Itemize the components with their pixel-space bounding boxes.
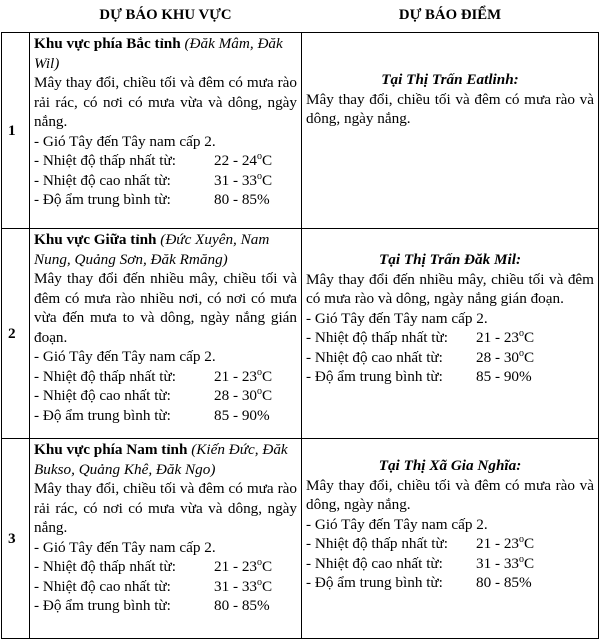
point-forecast-cell [302,439,599,639]
min-temp-value: 22 - 24$^o$C [214,150,273,169]
point-description: Mây thay đổi đến nhiều mây, chiều tối và đêm có mưa rào và dông, ngày nắng gián đoạn. [306,270,594,307]
table-row [2,229,599,439]
humidity-label: - Độ ẩm trung bình từ: [34,597,171,614]
max-temp-line [34,171,297,191]
point-min-temp-value: 21 - 23$^o$C [476,533,535,552]
max-temp-line [34,386,297,406]
row-number: 3 [2,439,30,639]
point-max-temp-label: - Nhiệt độ cao nhất từ: [306,348,443,366]
header-region-forecast: DỰ BÁO KHU VỰC [99,7,232,24]
region-subareas: (Kiến Đức, Đăk Bukso, Quảng Khê, Đăk Ngo) [34,441,288,478]
point-max-temp-line [306,348,594,368]
min-temp-line [34,151,297,171]
min-temp-line [34,557,297,577]
wind-line: - Gió Tây đến Tây nam cấp 2. [34,348,216,365]
point-location-name: Tại Thị Trấn Eatlinh: [381,71,519,88]
row-number: 1 [2,33,30,229]
row-number: 2 [2,229,30,439]
humidity-line [34,406,297,426]
point-humidity-value: 85 - 90% [476,368,532,385]
point-humidity-value: 80 - 85% [476,574,532,591]
humidity-line [34,190,297,210]
point-forecast-cell [302,229,599,439]
point-humidity-label: - Độ ẩm trung bình từ: [306,368,443,385]
point-description: Mây thay đổi, chiều tối và đêm có mưa rào và dông, ngày nắng. [306,90,594,127]
region-title: Khu vực phía Bắc tỉnh [34,35,181,52]
region-description: Mây thay đổi, chiều tối và đêm có mưa rào rải rác, có nơi có mưa vừa và dông, ngày nắng. [34,480,297,536]
table-header-row [2,0,599,33]
min-temp-label: - Nhiệt độ thấp nhất từ: [34,152,176,169]
point-location-name: Tại Thị Trấn Đăk Mil: [378,251,522,268]
region-description: Mây thay đổi đến nhiều mây, chiều tối và đêm có mưa rào nhiều nơi, có nơi có mưa vừa đến mưa to và dông, ngày nắng gián đoạn. [34,270,297,346]
table-row [2,439,599,639]
point-max-temp-label: - Nhiệt độ cao nhất từ: [306,554,443,572]
wind-line: - Gió Tây đến Tây nam cấp 2. [34,132,216,150]
point-min-temp-line [306,328,594,348]
region-description: Mây thay đổi, chiều tối và đêm có mưa rào rải rác, có nơi có mưa vừa và dông, ngày nắng. [34,74,297,130]
point-min-temp-value: 21 - 23$^o$C [476,327,535,346]
point-humidity-line [306,367,594,387]
humidity-line [34,596,297,616]
humidity-value: 85 - 90% [214,406,270,424]
wind-line: - Gió Tây đến Tây nam cấp 2. [34,538,216,556]
region-subareas: (Đức Xuyên, Nam Nung, Quảng Sơn, Đăk Rmăng) [34,231,270,268]
max-temp-value: 28 - 30$^o$C [214,385,273,404]
point-wind-line: - Gió Tây đến Tây nam cấp 2. [306,515,488,533]
point-wind-line: - Gió Tây đến Tây nam cấp 2. [306,309,488,327]
table-row [2,33,599,229]
min-temp-value: 21 - 23$^o$C [214,366,273,385]
min-temp-label: - Nhiệt độ thấp nhất từ: [34,367,176,385]
region-forecast-cell [30,439,302,639]
point-min-temp-line [306,534,594,554]
max-temp-value: 31 - 33$^o$C [214,576,273,595]
header-point-forecast: DỰ BÁO ĐIỂM [398,7,502,24]
min-temp-value: 21 - 23$^o$C [214,556,273,575]
point-max-temp-value: 31 - 33$^o$C [476,553,535,572]
region-title: Khu vực phía Nam tỉnh [34,441,188,458]
max-temp-value: 31 - 33$^o$C [214,170,273,189]
region-forecast-cell [30,229,302,439]
humidity-label: - Độ ẩm trung bình từ: [34,406,171,424]
region-name [34,230,297,269]
point-humidity-line [306,573,594,593]
header-empty-cell [2,0,30,33]
max-temp-label: - Nhiệt độ cao nhất từ: [34,387,171,404]
point-max-temp-value: 28 - 30$^o$C [476,347,535,366]
min-temp-label: - Nhiệt độ thấp nhất từ: [34,558,176,575]
region-subareas: (Đăk Mâm, Đăk Wil) [34,35,283,72]
forecast-table [1,0,599,639]
region-name [34,34,297,73]
humidity-value: 80 - 85% [214,191,270,208]
humidity-value: 80 - 85% [214,597,270,614]
point-location-name: Tại Thị Xã Gia Nghĩa: [378,457,522,474]
min-temp-line [34,367,297,387]
region-title: Khu vực Giữa tỉnh [34,231,157,248]
point-max-temp-line [306,554,594,574]
point-min-temp-label: - Nhiệt độ thấp nhất từ: [306,329,448,346]
max-temp-label: - Nhiệt độ cao nhất từ: [34,577,171,595]
point-forecast-cell [302,33,599,229]
humidity-label: - Độ ẩm trung bình từ: [34,191,171,208]
max-temp-line [34,577,297,597]
max-temp-label: - Nhiệt độ cao nhất từ: [34,171,171,189]
point-description: Mây thay đổi, chiều tối và đêm có mưa rào và dông, ngày nắng. [306,476,594,513]
region-forecast-cell [30,33,302,229]
point-humidity-label: - Độ ẩm trung bình từ: [306,574,443,591]
region-name [34,440,297,479]
point-min-temp-label: - Nhiệt độ thấp nhất từ: [306,535,448,552]
